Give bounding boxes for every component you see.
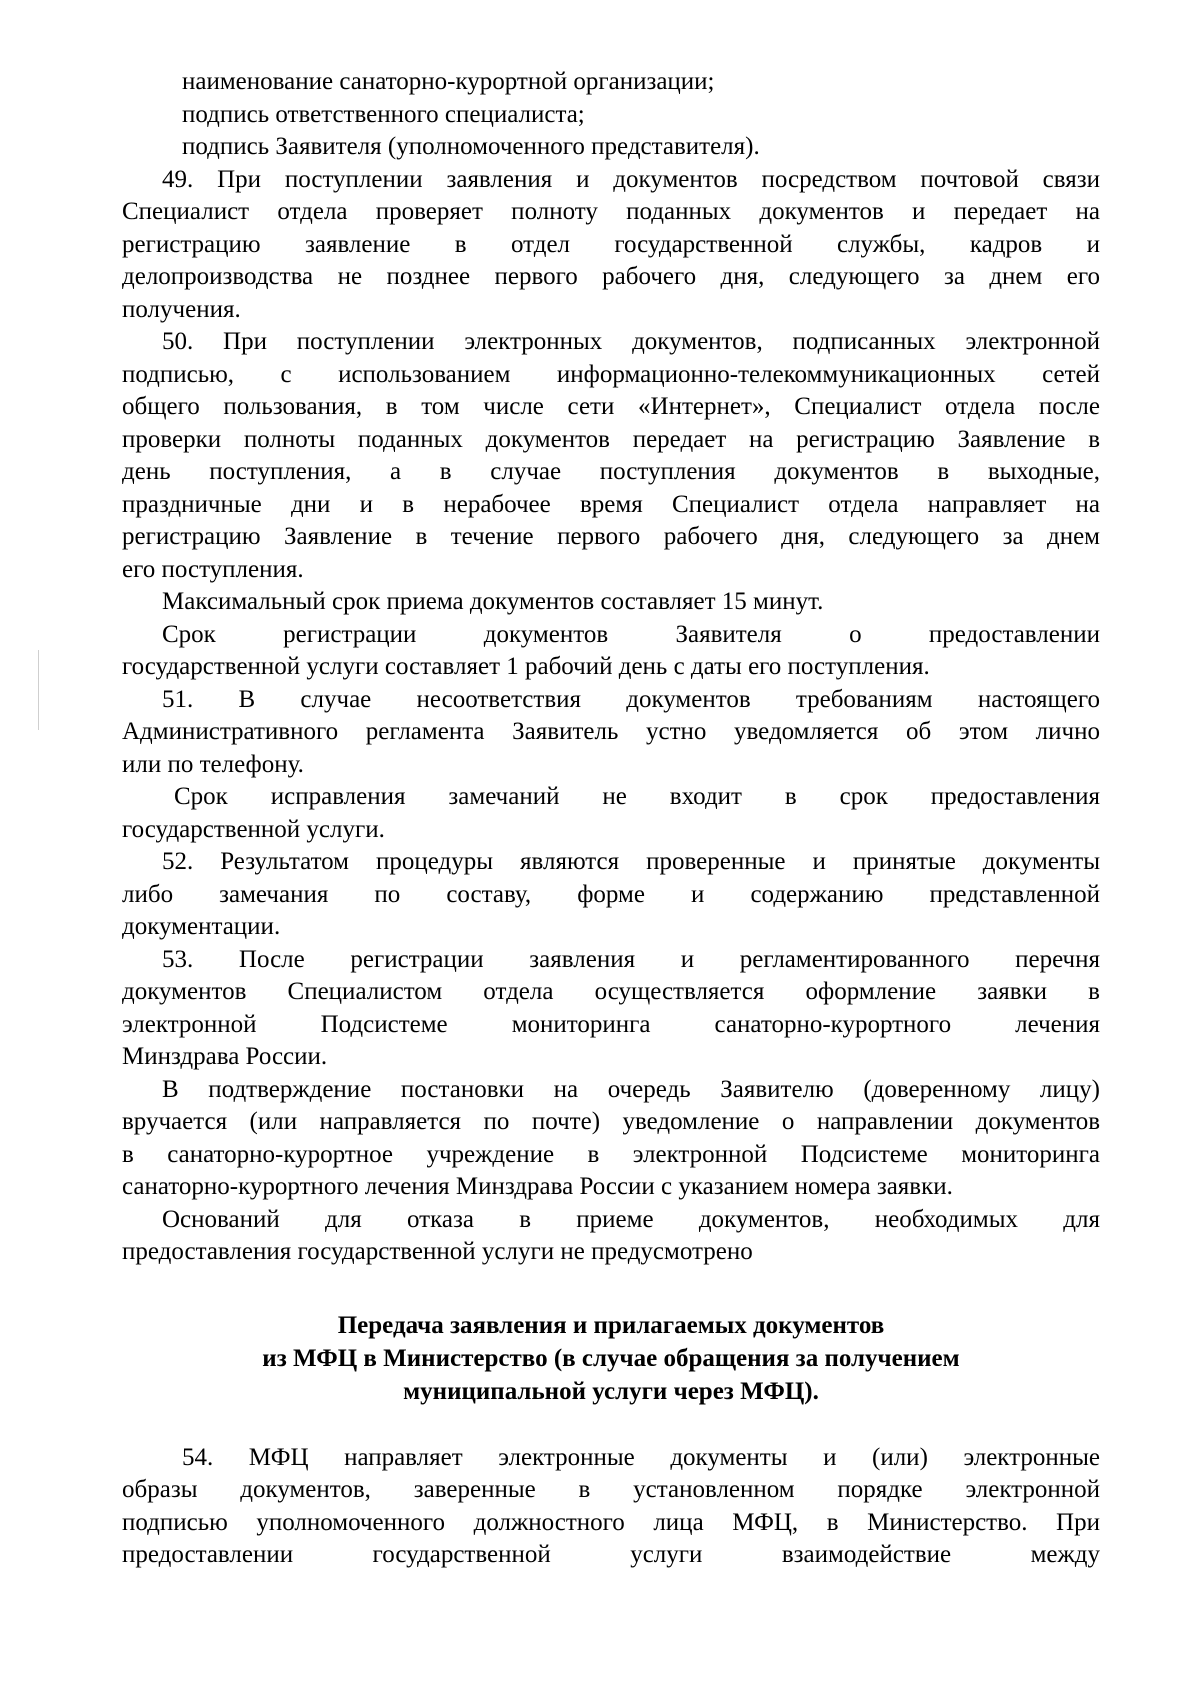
max-term-line: Максимальный срок приема документов составляет 15 минут.: [162, 588, 824, 615]
reg-term-line: государственной услуги составляет 1 рабочий день с даты его поступления.: [122, 653, 930, 680]
confirm-line: вручается (или направляется по почте) уведомление о направлении документов: [122, 1108, 1100, 1135]
reg-term-line: Срок регистрации документов Заявителя о предоставлении: [162, 620, 1100, 648]
paragraph-52-line: документации.: [122, 913, 281, 940]
scan-edge-mark: [38, 650, 39, 730]
paragraph-49-line: 49. При поступлении заявления и документов посредством почтовой связи: [162, 165, 1100, 193]
fix-term-line: Срок исправления замечаний не входит в срок предоставления: [174, 783, 1100, 810]
paragraph-49-line: регистрацию заявление в отдел государственной службы, кадров и: [122, 230, 1100, 258]
grounds-line: предоставления государственной услуги не предусмотрено: [122, 1238, 753, 1265]
confirm-line: санаторно-курортного лечения Минздрава России с указанием номера заявки.: [122, 1173, 953, 1200]
paragraph-49-line: делопроизводства не позднее первого рабочего дня, следующего за днем его: [122, 263, 1100, 290]
paragraph-54-line: подписью уполномоченного должностного лица МФЦ, в Министерство. При: [122, 1508, 1100, 1536]
paragraph-50-line: 50. При поступлении электронных документов, подписанных электронной: [162, 328, 1100, 355]
paragraph-50-line: день поступления, а в случае поступления документов в выходные,: [122, 458, 1100, 485]
paragraph-49-line: Специалист отдела проверяет полноту поданных документов и передает на: [122, 198, 1100, 225]
section-heading: Передача заявления и прилагаемых документов: [337, 1311, 885, 1339]
confirm-line: в санаторно-курортное учреждение в электронной Подсистеме мониторинга: [122, 1140, 1100, 1168]
paragraph-49-line: получения.: [122, 295, 241, 323]
paragraph-51-line: 51. В случае несоответствия документов требованиям настоящего: [162, 685, 1100, 713]
paragraph-50-line: подписью, с использованием информационно-телекоммуникационных сетей: [122, 360, 1100, 388]
paragraph-54-line: предоставлении государственной услуги взаимодействие между: [122, 1541, 1100, 1568]
paragraph-54-line: 54. МФЦ направляет электронные документы и (или) электронные: [182, 1443, 1100, 1471]
paragraph-50-line: праздничные дни и в нерабочее время Специалист отдела направляет на: [122, 490, 1100, 518]
spacer: [122, 1269, 1100, 1309]
list-item: подпись Заявителя (уполномоченного представителя).: [182, 133, 760, 160]
confirm-line: В подтверждение постановки на очередь Заявителю (доверенному лицу): [162, 1075, 1100, 1103]
paragraph-50-line: общего пользования, в том числе сети «Интернет», Специалист отдела после: [122, 393, 1100, 420]
paragraph-54-line: образы документов, заверенные в установленном порядке электронной: [122, 1476, 1100, 1503]
fix-term-line: государственной услуги.: [122, 815, 385, 843]
paragraph-52-line: 52. Результатом процедуры являются проверенные и принятые документы: [162, 848, 1100, 875]
paragraph-53-line: электронной Подсистеме мониторинга санаторно-курортного лечения: [122, 1010, 1100, 1038]
grounds-line: Оснований для отказа в приеме документов, необходимых для: [162, 1205, 1100, 1233]
paragraph-50-line: проверки полноты поданных документов передает на регистрацию Заявление в: [122, 425, 1100, 453]
paragraph-53-line: Минздрава России.: [122, 1043, 328, 1070]
section-heading: муниципальной услуги через МФЦ).: [403, 1377, 819, 1405]
section-heading: из МФЦ в Министерство (в случае обращения за получением: [262, 1344, 960, 1372]
paragraph-53-line: документов Специалистом отдела осуществляется оформление заявки в: [122, 978, 1100, 1005]
paragraph-50-line: его поступления.: [122, 555, 304, 583]
paragraph-52-line: либо замечания по составу, форме и содержанию представленной: [122, 880, 1100, 908]
document-body: [122, 66, 1100, 1572]
spacer: [122, 1408, 1100, 1442]
paragraph-50-line: регистрацию Заявление в течение первого рабочего дня, следующего за днем: [122, 523, 1100, 550]
list-item: подпись ответственного специалиста;: [182, 100, 585, 128]
paragraph-51-line: или по телефону.: [122, 750, 304, 778]
paragraph-51-line: Административного регламента Заявитель устно уведомляется об этом лично: [122, 718, 1100, 745]
list-item: наименование санаторно-курортной организации;: [182, 68, 715, 95]
paragraph-53-line: 53. После регистрации заявления и регламентированного перечня: [162, 945, 1100, 973]
